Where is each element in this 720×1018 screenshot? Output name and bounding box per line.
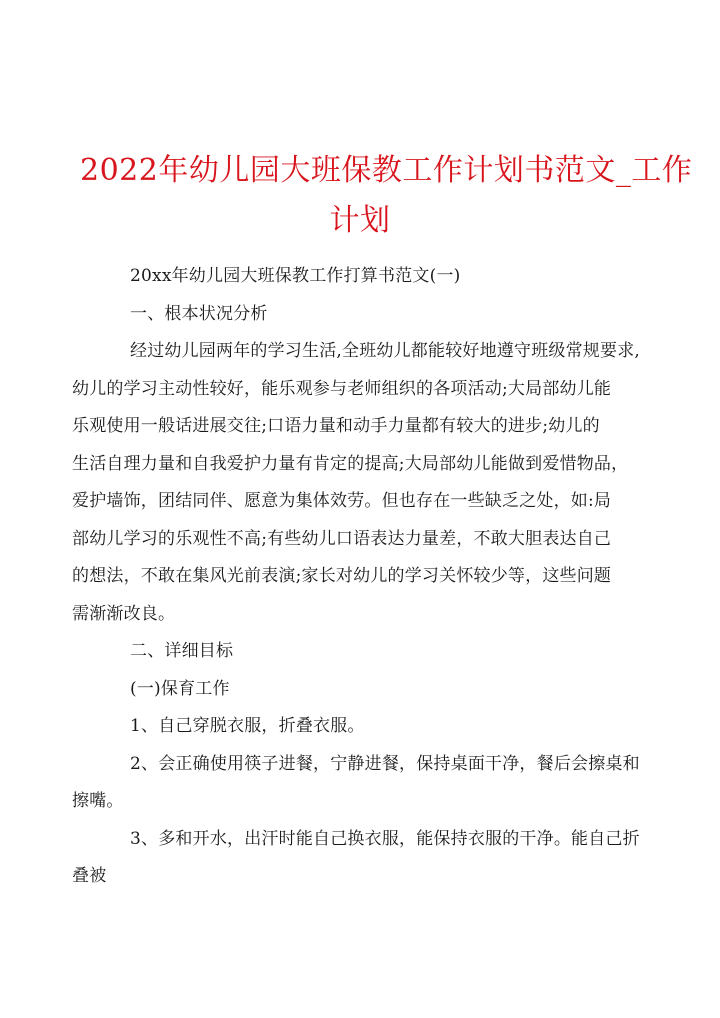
document-title <box>80 146 693 246</box>
paragraph-line: 需渐渐改良。 <box>72 603 176 624</box>
paragraph-line: 乐观使用一般话进展交往;口语力量和动手力量都有较大的进步;幼儿的 <box>72 416 600 436</box>
title-line-2: 计划 <box>329 203 391 238</box>
paragraph-line: 幼儿的学习主动性较好，能乐观参与老师组织的各项活动;大局部幼儿能 <box>72 378 612 399</box>
list-item-2-line-2: 擦嘴。 <box>72 791 124 811</box>
list-item-3-line-2: 叠被 <box>72 866 107 886</box>
subsection-heading-1: (一)保育工作 <box>130 678 230 699</box>
subtitle: 20xx年幼儿园大班保教工作打算书范文(一) <box>130 266 461 286</box>
paragraph-line: 经过幼儿园两年的学习生活,全班幼儿都能较好地遵守班级常规要求, <box>130 341 641 361</box>
list-item-1: 1、自己穿脱衣服，折叠衣服。 <box>130 716 365 736</box>
paragraph-line: 部幼儿学习的乐观性不高;有些幼儿口语表达力量差，不敢大胆表达自己 <box>72 528 612 549</box>
paragraph-line: 爱护墙饰，团结同伴、愿意为集体效劳。但也存在一些缺乏之处，如:局 <box>72 491 612 511</box>
document-body <box>72 258 646 896</box>
list-item-3-line-1: 3、多和开水，出汗时能自己换衣服，能保持衣服的干净。能自己折 <box>130 828 640 849</box>
list-item-2-line-1: 2、会正确使用筷子进餐，宁静进餐，保持桌面干净，餐后会擦桌和 <box>130 753 640 774</box>
section-heading-1: 一、根本状况分析 <box>130 303 268 324</box>
section-heading-2: 二、详细目标 <box>130 641 234 661</box>
paragraph-line: 的想法，不敢在集风光前表演;家长对幼儿的学习关怀较少等，这些问题 <box>72 566 612 586</box>
title-line-1: 2022年幼儿园大班保教工作计划书范文_工作 <box>80 153 693 188</box>
paragraph-line: 生活自理力量和自我爱护力量有肯定的提高;大局部幼儿能做到爱惜物品， <box>72 453 629 474</box>
